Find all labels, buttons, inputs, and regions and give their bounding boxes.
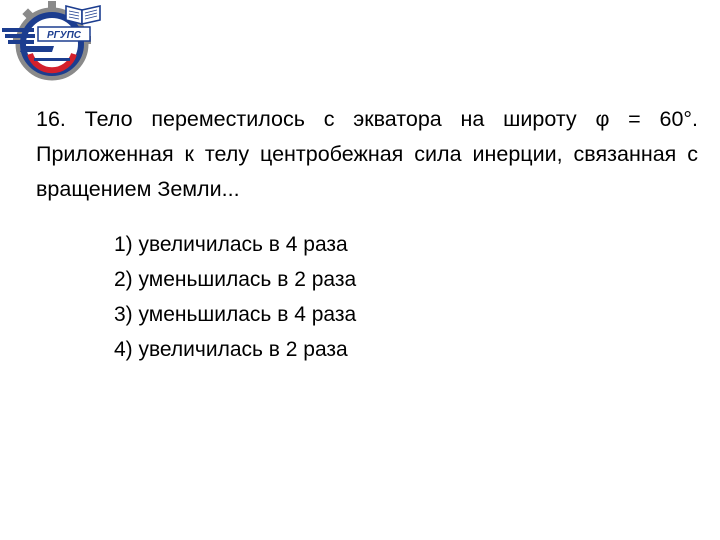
rgups-logo: [2, 0, 104, 84]
answer-list: [114, 227, 356, 367]
answer-option-4: 4) увеличилась в 2 раза: [114, 338, 348, 361]
answer-option-2: 2) уменьшилась в 2 раза: [114, 268, 357, 291]
rgups-emblem-icon: [2, 0, 104, 84]
logo-text: РГУПС: [47, 30, 81, 41]
answer-option-1: 1) увеличилась в 4 раза: [114, 233, 348, 256]
question-text: 16. Тело переместилось с экватора на широту φ = 60°. Приложенная к телу центробежная сила инерции, связанная с вращением Земли...: [36, 107, 698, 201]
answer-option-3: 3) уменьшилась в 4 раза: [114, 303, 357, 326]
